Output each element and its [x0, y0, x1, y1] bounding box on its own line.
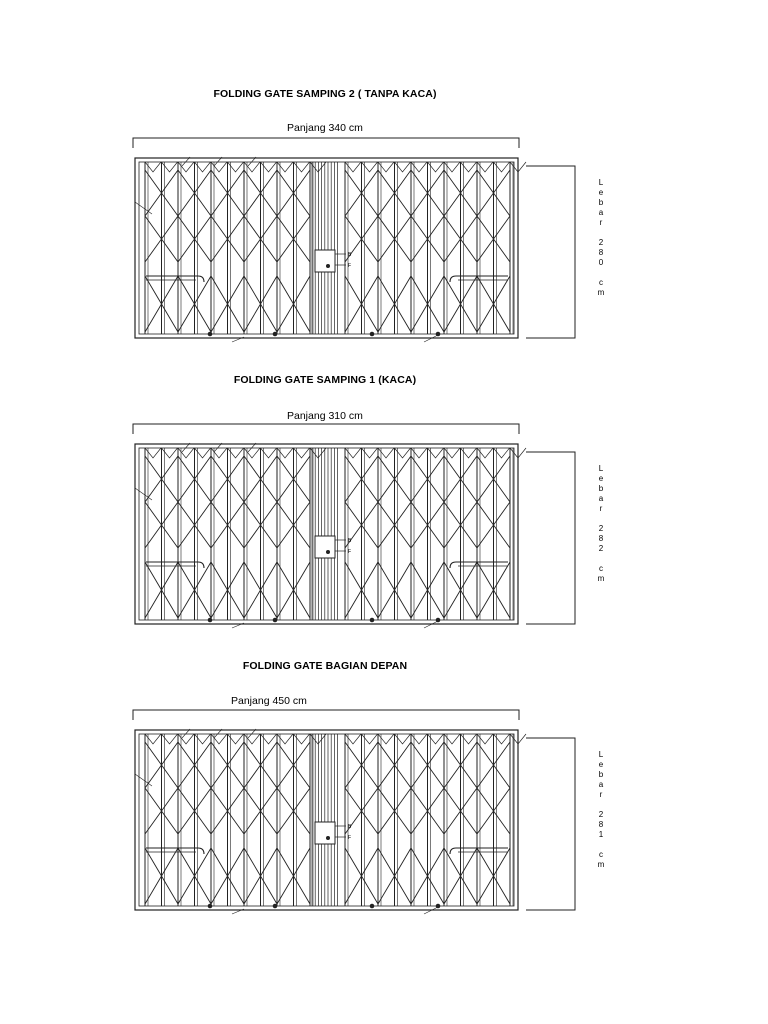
width-value-char: 2 [598, 238, 604, 247]
top-fold [395, 448, 411, 458]
label-gap [594, 514, 608, 524]
top-fold [211, 734, 227, 744]
width-word-char: a [598, 208, 604, 217]
lock-callout-label: B [348, 824, 352, 830]
lock-keyhole [326, 550, 330, 554]
width-word-char: b [598, 770, 604, 779]
top-fold [461, 734, 477, 744]
width-dimension-line [526, 452, 575, 624]
lock-keyhole [326, 836, 330, 840]
width-value-char: 8 [598, 534, 604, 543]
lock-callout-label: B [348, 252, 352, 258]
leader-line [135, 488, 152, 500]
top-fold [211, 162, 227, 172]
floor-roller [273, 332, 278, 337]
label-gap [594, 554, 608, 564]
top-fold [395, 734, 411, 744]
gate-drawing [0, 366, 768, 646]
width-value-char: 1 [598, 830, 604, 839]
width-unit-char: m [597, 860, 605, 869]
lock-callout-label: B [348, 538, 352, 544]
top-fold [362, 162, 378, 172]
leader-line [135, 202, 152, 214]
top-fold [294, 448, 310, 458]
top-fold [345, 734, 361, 744]
width-word-char: e [598, 188, 604, 197]
gate-title: FOLDING GATE SAMPING 1 (KACA) [233, 374, 417, 386]
width-value-char: 8 [598, 248, 604, 257]
floor-roller [370, 332, 375, 337]
top-fold [195, 734, 211, 744]
width-unit-char: m [597, 288, 605, 297]
top-fold [228, 734, 244, 744]
top-fold [411, 162, 427, 172]
floor-roller [370, 618, 375, 623]
top-fold [428, 448, 444, 458]
top-fold [145, 162, 161, 172]
top-fold [277, 734, 293, 744]
width-dimension-line [526, 738, 575, 910]
gate-section-2 [0, 366, 768, 646]
top-fold [378, 734, 394, 744]
top-fold [261, 448, 277, 458]
gate-section-1 [0, 80, 768, 360]
top-fold [145, 734, 161, 744]
top-fold [261, 734, 277, 744]
top-fold [411, 734, 427, 744]
lock-callout-label: F [348, 835, 352, 841]
floor-roller [208, 904, 213, 909]
length-dimension-line [133, 138, 519, 148]
top-fold [195, 162, 211, 172]
width-unit-char: c [599, 564, 603, 573]
top-fold [428, 162, 444, 172]
floor-roller [208, 618, 213, 623]
width-dimension-line [526, 166, 575, 338]
top-fold [362, 734, 378, 744]
width-word-char: a [598, 780, 604, 789]
top-fold [494, 448, 510, 458]
top-fold [477, 448, 493, 458]
width-word-char: e [598, 760, 604, 769]
top-fold [444, 448, 460, 458]
width-word-char: a [598, 494, 604, 503]
label-gap [594, 228, 608, 238]
width-word-char: r [599, 504, 603, 513]
top-fold [162, 162, 178, 172]
gate-section-3 [0, 652, 768, 932]
gate-drawing [0, 652, 768, 932]
top-fold [178, 734, 194, 744]
leader-line [135, 774, 152, 786]
width-value-char: 2 [598, 524, 604, 533]
top-fold [145, 448, 161, 458]
top-fold [345, 448, 361, 458]
top-fold [195, 448, 211, 458]
top-fold [444, 734, 460, 744]
width-word-char: L [598, 750, 604, 759]
width-word-char: r [599, 218, 603, 227]
top-fold [444, 162, 460, 172]
top-fold [477, 162, 493, 172]
label-gap [594, 840, 608, 850]
top-fold [362, 448, 378, 458]
top-fold [310, 448, 326, 458]
top-fold [378, 448, 394, 458]
top-fold [261, 162, 277, 172]
gate-title: FOLDING GATE BAGIAN DEPAN [242, 660, 408, 672]
width-label [594, 178, 608, 298]
length-label: Panjang 450 cm [231, 695, 307, 707]
top-fold [310, 162, 326, 172]
length-label: Panjang 340 cm [287, 122, 363, 134]
top-fold [244, 162, 260, 172]
width-label [594, 464, 608, 584]
top-fold [411, 448, 427, 458]
top-fold [428, 734, 444, 744]
width-value-char: 2 [598, 544, 604, 553]
top-fold [294, 162, 310, 172]
lock-callout-label: F [348, 549, 352, 555]
top-fold [494, 734, 510, 744]
floor-roller [273, 904, 278, 909]
width-word-char: L [598, 178, 604, 187]
top-fold [211, 448, 227, 458]
top-fold [461, 448, 477, 458]
length-dimension-line [133, 424, 519, 434]
width-unit-char: c [599, 278, 603, 287]
top-fold [162, 734, 178, 744]
top-fold [494, 162, 510, 172]
width-word-char: e [598, 474, 604, 483]
label-gap [594, 268, 608, 278]
width-word-char: r [599, 790, 603, 799]
length-dimension-line [133, 710, 519, 720]
top-fold [244, 448, 260, 458]
width-label [594, 750, 608, 870]
width-value-char: 8 [598, 820, 604, 829]
lock-box [315, 536, 335, 558]
gate-drawing [0, 80, 768, 360]
top-fold [378, 162, 394, 172]
lock-callout-label: F [348, 263, 352, 269]
top-fold [277, 162, 293, 172]
floor-roller [273, 618, 278, 623]
lock-keyhole [326, 264, 330, 268]
lock-box [315, 822, 335, 844]
top-fold [277, 448, 293, 458]
top-fold [345, 162, 361, 172]
top-fold [228, 448, 244, 458]
lock-box [315, 250, 335, 272]
width-value-char: 0 [598, 258, 604, 267]
width-unit-char: m [597, 574, 605, 583]
floor-roller [370, 904, 375, 909]
top-fold [294, 734, 310, 744]
top-fold [477, 734, 493, 744]
width-unit-char: c [599, 850, 603, 859]
top-fold [228, 162, 244, 172]
top-fold [461, 162, 477, 172]
top-fold [395, 162, 411, 172]
floor-roller [208, 332, 213, 337]
top-fold [178, 162, 194, 172]
length-label: Panjang 310 cm [287, 410, 363, 422]
label-gap [594, 800, 608, 810]
width-word-char: b [598, 198, 604, 207]
width-word-char: L [598, 464, 604, 473]
top-fold [244, 734, 260, 744]
gate-title: FOLDING GATE SAMPING 2 ( TANPA KACA) [213, 88, 437, 100]
width-value-char: 2 [598, 810, 604, 819]
top-fold [162, 448, 178, 458]
top-fold [178, 448, 194, 458]
top-fold [310, 734, 326, 744]
width-word-char: b [598, 484, 604, 493]
